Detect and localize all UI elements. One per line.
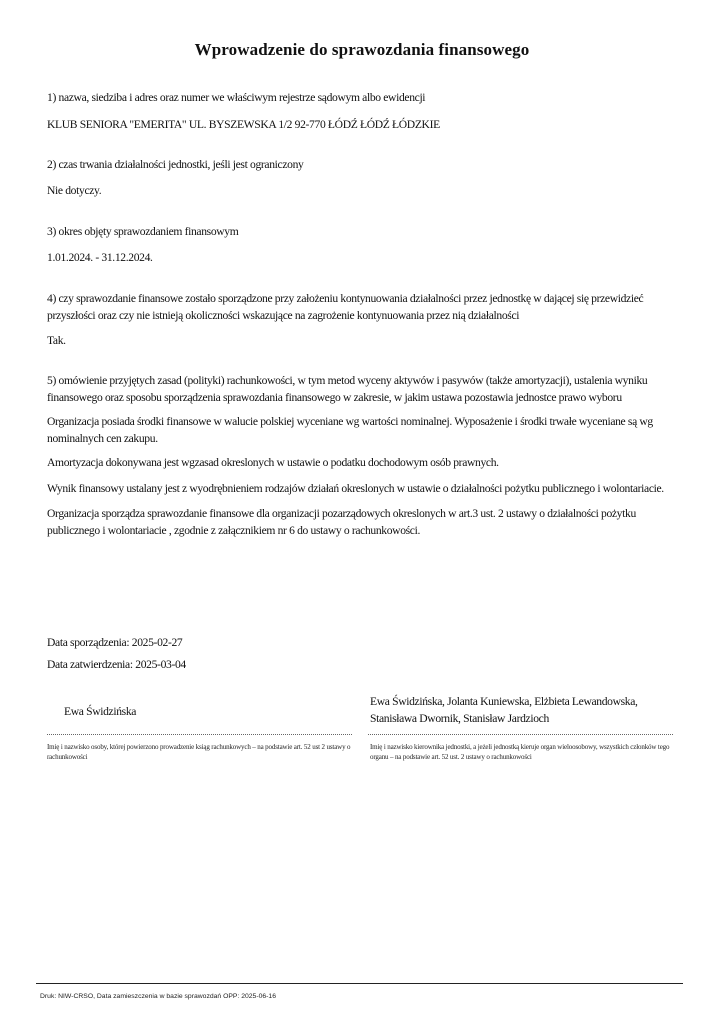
section-3-heading: 3) okres objęty sprawozdaniem finansowym [47,225,239,238]
accountant-signature-caption: Imię i nazwisko osoby, której powierzono prowadzenie ksiąg rachunkowych – na podstawie art. 52 ust 2 ustawy o rachunkowości [47,743,351,761]
section-5-paragraph-1: Organizacja posiada środki finansowe w walucie polskiej wyceniane wg wartości nominalnej. Wyposażenie i środki trwałe wyceniane są wg nominalnych cen zakupu. [47,415,653,445]
management-signature-caption: Imię i nazwisko kierownika jednostki, a jeżeli jednostką kieruje organ wieloosobowy, wszystkich członków tego organu – na podstawie art. 52 ust. 2 ustawy o rachunkowości [370,743,670,761]
section-5-paragraph-3: Wynik finansowy ustalany jest z wyodrębnieniem rodzajów działań okreslonych w ustawie o działalności pożytku publicznego i wolontariacie. [47,482,664,495]
section-3-body: 1.01.2024. - 31.12.2024. [47,251,153,264]
section-2-body: Nie dotyczy. [47,184,102,197]
section-4-heading: 4) czy sprawozdanie finansowe zostało sporządzone przy założeniu kontynuowania działalności przez jednostkę w dającej się przewidzieć przyszłości oraz czy nie istnieją okoliczności wskazujące na zagrożenie kontynuowania przez nią działalności [47,292,644,322]
section-5-paragraph-4: Organizacja sporządza sprawozdanie finansowe dla organizacji pozarządowych okreslonych w art.3 ust. 2 ustawy o działalności pożytku publicznego i wolontariacie , zgodnie z załącznikiem nr 6 do ustawy o rachunkowości. [47,507,636,537]
section-5-heading: 5) omówienie przyjętych zasad (polityki) rachunkowości, w tym metod wyceny aktywów i pasywów (także amortyzacji), ustalenia wyniku finansowego oraz sposobu sporządzenia sprawozdania finansowego w zakresie, w jakim ustawa pozostawia jednostce prawo wyboru [47,374,648,404]
section-1-heading: 1) nazwa, siedziba i adres oraz numer we właściwym rejestrze sądowym albo ewidencji [47,91,426,104]
management-signature-names: Ewa Świdzińska, Jolanta Kuniewska, Elżbieta Lewandowska, Stanisława Dwornik, Stanisław Jardzioch [370,695,638,725]
document-title: Wprowadzenie do sprawozdania finansowego [194,40,530,59]
preparation-date: Data sporządzenia: 2025-02-27 [47,636,183,649]
section-2-heading: 2) czas trwania działalności jednostki, jeśli jest ograniczony [47,158,304,171]
accountant-signature-name: Ewa Świdzińska [64,705,137,718]
management-signature-line [368,734,673,735]
section-1-body: KLUB SENIORA "EMERITA" UL. BYSZEWSKA 1/2 92-770 ŁÓDŹ ŁÓDŹ ŁÓDZKIE [47,118,440,131]
footer-divider [36,983,683,984]
approval-date: Data zatwierdzenia: 2025-03-04 [47,658,186,671]
section-5-paragraph-2: Amortyzacja dokonywana jest wgzasad okreslonych w ustawie o podatku dochodowym osób prawnych. [47,456,499,469]
footer-print-info: Druk: NIW-CRSO, Data zamieszczenia w bazie sprawozdań OPP: 2025-06-16 [40,993,276,1000]
accountant-signature-line [47,734,352,735]
section-4-body: Tak. [47,334,66,347]
